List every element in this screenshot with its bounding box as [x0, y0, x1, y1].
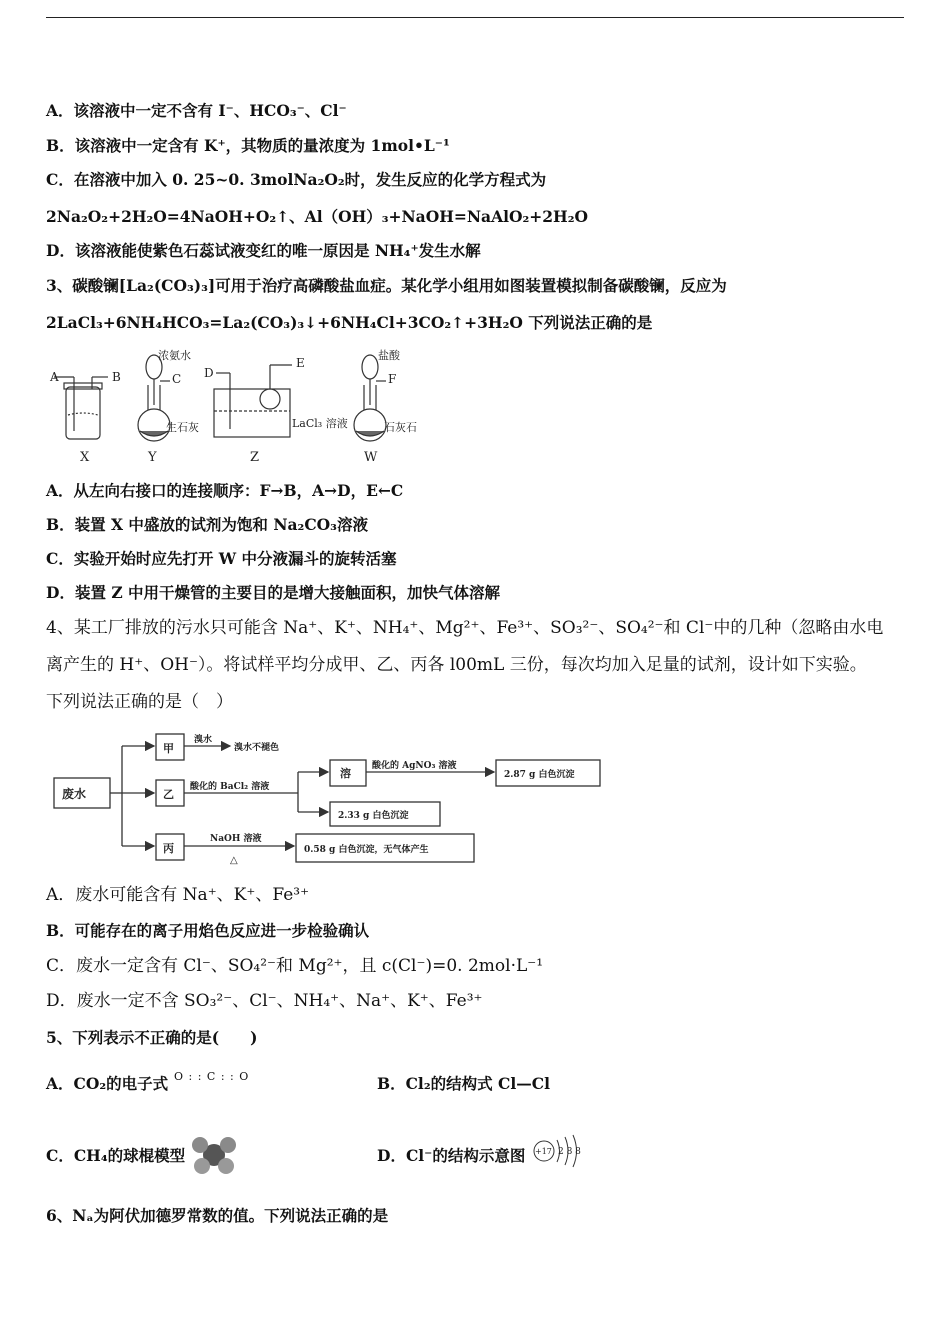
cl-shell-electrons: 2 8 8 [558, 1147, 581, 1157]
q5-option-a: A．CO₂的电子式 [46, 1074, 169, 1093]
q3-option-b: B．装置 X 中盛放的试剂为饱和 Na₂CO₃溶液 [46, 515, 368, 534]
flow-bing-reagent: NaOH 溶液 [210, 834, 262, 844]
q3-option-a: A．从左向右接口的连接顺序：F→B，A→D，E←C [46, 481, 404, 500]
flow-bing-label: 丙 [163, 842, 174, 855]
flow-filtrate-label: 溶 [340, 767, 351, 780]
header-rule [46, 17, 904, 18]
flow-mgoh2-result-label: 0.58 g 白色沉淀，无气体产生 [304, 845, 429, 855]
device-y-label: Y [148, 450, 157, 465]
reagent-conc-ammonia: 浓氨水 [158, 349, 191, 362]
q6-stem: 6、Nₐ为阿伏加德罗常数的值。下列说法正确的是 [46, 1206, 389, 1225]
q3-stem-line1: 3、碳酸镧[La₂(CO₃)₃]可用于治疗高磷酸盐血症。某化学小组用如图装置模拟制备碳酸镧，反应为 [46, 276, 727, 295]
device-z-label: Z [250, 450, 260, 465]
flow-agcl-result-label: 2.87 g 白色沉淀 [504, 770, 575, 780]
q5-option-b: B．Cl₂的结构式 Cl—Cl [377, 1074, 550, 1093]
device-w-label: W [364, 450, 378, 465]
q2-option-b: B．该溶液中一定含有 K⁺，其物质的量浓度为 1mol•L⁻¹ [46, 136, 450, 155]
q3-option-c: C．实验开始时应先打开 W 中分液漏斗的旋转活塞 [46, 549, 397, 568]
q4-option-c: C．废水一定含有 Cl⁻、SO₄²⁻和 Mg²⁺，且 c(Cl⁻)=0. 2mol·L⁻¹ [46, 956, 544, 976]
q2-option-d: D．该溶液能使紫色石蕊试液变红的唯一原因是 NH₄⁺发生水解 [46, 241, 481, 260]
label-d: D [204, 366, 214, 380]
q4-stem-line2: 离产生的 H⁺、OH⁻）。将试样平均分成甲、乙、丙各 l00mL 三份，每次均加入足量的试剂，设计如下实验。 [46, 655, 867, 675]
flow-yi-reagent: 酸化的 BaCl₂ 溶液 [190, 782, 270, 792]
label-f: F [388, 372, 397, 386]
q5-stem: 5、下列表示不正确的是( ) [46, 1028, 258, 1047]
q2-option-a: A．该溶液中一定不含有 I⁻、HCO₃⁻、Cl⁻ [46, 101, 347, 120]
q4-option-b: B．可能存在的离子用焰色反应进一步检验确认 [46, 921, 370, 940]
flow-bing-heat: △ [230, 855, 238, 866]
cl-ion-structure-diagram [532, 1134, 592, 1176]
flow-filtrate-reagent: 酸化的 AgNO₃ 溶液 [372, 761, 457, 771]
label-c: C [172, 372, 182, 386]
device-x-label: X [80, 450, 90, 465]
device-x [54, 377, 108, 439]
q4-stem-line1: 4、某工厂排放的污水只可能含 Na⁺、K⁺、NH₄⁺、Mg²⁺、Fe³⁺、SO₃²⁻、SO₄²⁻和 Cl⁻中的几种（忽略由水电 [46, 618, 884, 638]
flow-jia-label: 甲 [163, 742, 174, 755]
reagent-hcl: 盐酸 [378, 349, 400, 362]
q5-option-c: C．CH₄的球棍模型 [46, 1146, 186, 1165]
flow-jia-reagent: 溴水 [194, 735, 213, 745]
reagent-quicklime: 生石灰 [166, 421, 199, 434]
flow-jia-result: 溴水不褪色 [234, 743, 280, 753]
device-w [354, 355, 386, 441]
ch4-ball-stick-model [190, 1134, 238, 1176]
q5-option-d: D．Cl⁻的结构示意图 [377, 1146, 526, 1165]
flow-source-label: 废水 [62, 787, 87, 801]
flow-baso4-result-label: 2.33 g 白色沉淀 [338, 811, 409, 821]
q4-option-d: D．废水一定不含 SO₃²⁻、Cl⁻、NH₄⁺、Na⁺、K⁺、Fe³⁺ [46, 991, 483, 1011]
q4-option-a: A．废水可能含有 Na⁺、K⁺、Fe³⁺ [46, 885, 310, 905]
device-z [214, 365, 292, 437]
label-a: A [50, 370, 59, 384]
q2-option-c: C．在溶液中加入 0. 25~0. 3molNa₂O₂时，发生反应的化学方程式为 [46, 170, 547, 189]
label-e: E [296, 356, 305, 370]
q3-stem-line2: 2LaCl₃+6NH₄HCO₃=La₂(CO₃)₃↓+6NH₄Cl+3CO₂↑+3H₂O 下列说法正确的是 [46, 313, 653, 332]
flow-yi-label: 乙 [163, 788, 174, 801]
q3-apparatus-figure [44, 345, 434, 470]
co2-electron-formula: O : : C : : O [174, 1070, 250, 1083]
label-b: B [112, 370, 121, 384]
reagent-lacl3: LaCl₃ 溶液 [292, 417, 348, 430]
q2-option-c-equation: 2Na₂O₂+2H₂O=4NaOH+O₂↑、Al（OH）₃+NaOH=NaAlO₂+2H₂O [46, 207, 588, 226]
cl-nucleus-charge: +17 [535, 1147, 552, 1156]
q3-option-d: D．装置 Z 中用干燥管的主要目的是增大接触面积，加快气体溶解 [46, 583, 501, 602]
reagent-limestone: 石灰石 [384, 421, 417, 434]
q4-flowchart [50, 728, 610, 868]
q4-stem-line3: 下列说法正确的是（ ） [46, 692, 233, 712]
